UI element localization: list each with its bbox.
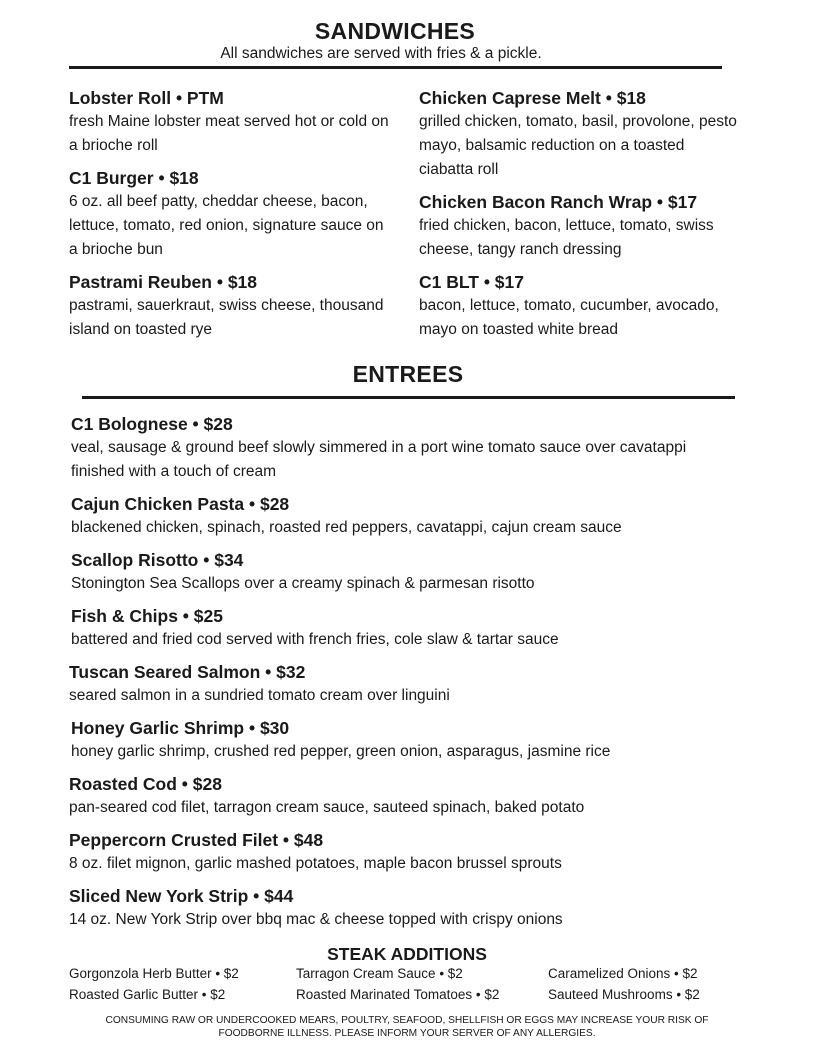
item-description: battered and fried cod served with french fries, cole slaw & tartar sauce xyxy=(71,631,559,648)
item-description: veal, sausage & ground beef slowly simmered in a port wine tomato sauce over cavatappi finished with a touch of cream xyxy=(71,439,687,480)
entrees-rule xyxy=(82,396,735,399)
steak-addition: Sauteed Mushrooms • $2 xyxy=(548,987,700,1002)
steak-additions-heading: STEAK ADDITIONS xyxy=(327,944,487,964)
item-title: Sliced New York Strip • $44 xyxy=(69,886,294,906)
menu-item xyxy=(419,86,739,182)
item-description: pan-seared cod filet, tarragon cream sauce, sauteed spinach, baked potato xyxy=(69,799,585,816)
item-title: Lobster Roll • PTM xyxy=(69,88,224,108)
steak-addition: Gorgonzola Herb Butter • $2 xyxy=(69,966,239,981)
item-description: 8 oz. filet mignon, garlic mashed potatoes, maple bacon brussel sprouts xyxy=(69,855,562,872)
item-description: pastrami, sauerkraut, swiss cheese, thousand island on toasted rye xyxy=(69,297,384,338)
steak-addition: Tarragon Cream Sauce • $2 xyxy=(296,966,463,981)
sandwiches-right-column xyxy=(419,86,739,350)
item-description: seared salmon in a sundried tomato cream over linguini xyxy=(69,687,450,704)
item-title: Tuscan Seared Salmon • $32 xyxy=(69,662,306,682)
item-title: Cajun Chicken Pasta • $28 xyxy=(71,494,290,514)
item-description: grilled chicken, tomato, basil, provolone, pesto mayo, balsamic reduction on a toasted ciabatta roll xyxy=(419,113,737,178)
menu-item xyxy=(69,884,771,932)
menu-item xyxy=(71,492,771,540)
sandwiches-note: All sandwiches are served with fries & a pickle. xyxy=(220,45,542,62)
item-description: honey garlic shrimp, crushed red pepper, green onion, asparagus, jasmine rice xyxy=(71,743,611,760)
item-title: Peppercorn Crusted Filet • $48 xyxy=(69,830,324,850)
item-description: Stonington Sea Scallops over a creamy spinach & parmesan risotto xyxy=(71,575,535,592)
item-description: 14 oz. New York Strip over bbq mac & cheese topped with crispy onions xyxy=(69,911,563,928)
entrees-list xyxy=(71,412,771,940)
entrees-heading: ENTREES xyxy=(352,361,464,387)
item-title: C1 Burger • $18 xyxy=(69,168,199,188)
allergy-notice-line1: CONSUMING RAW OR UNDERCOOKED MEARS, POULTRY, SEAFOOD, SHELLFISH OR EGGS MAY INCREASE YOUR RISK OF xyxy=(105,1015,709,1026)
menu-item xyxy=(69,166,389,262)
item-description: bacon, lettuce, tomato, cucumber, avocado, mayo on toasted white bread xyxy=(419,297,719,338)
sandwiches-rule xyxy=(69,66,722,69)
item-description: fried chicken, bacon, lettuce, tomato, swiss cheese, tangy ranch dressing xyxy=(419,217,714,258)
menu-item xyxy=(419,270,739,342)
steak-addition: Roasted Marinated Tomatoes • $2 xyxy=(296,987,500,1002)
menu-item xyxy=(69,772,771,820)
item-title: C1 Bolognese • $28 xyxy=(71,414,233,434)
menu-item xyxy=(419,190,739,262)
menu-item xyxy=(69,660,771,708)
item-title: Chicken Caprese Melt • $18 xyxy=(419,88,646,108)
menu-item xyxy=(71,716,771,764)
sandwiches-heading: SANDWICHES xyxy=(314,18,476,44)
menu-item xyxy=(71,412,771,484)
menu-item xyxy=(71,604,771,652)
steak-addition: Caramelized Onions • $2 xyxy=(548,966,698,981)
menu-item xyxy=(71,548,771,596)
menu-item xyxy=(69,828,771,876)
item-description: fresh Maine lobster meat served hot or cold on a brioche roll xyxy=(69,113,389,154)
menu-item xyxy=(69,270,389,342)
item-title: Roasted Cod • $28 xyxy=(69,774,222,794)
item-title: Honey Garlic Shrimp • $30 xyxy=(71,718,290,738)
menu-item xyxy=(69,86,389,158)
sandwiches-left-column xyxy=(69,86,389,350)
item-title: Chicken Bacon Ranch Wrap • $17 xyxy=(419,192,698,212)
item-description: blackened chicken, spinach, roasted red peppers, cavatappi, cajun cream sauce xyxy=(71,519,622,536)
item-title: Scallop Risotto • $34 xyxy=(71,550,244,570)
allergy-notice xyxy=(0,1014,814,1040)
item-description: 6 oz. all beef patty, cheddar cheese, bacon, lettuce, tomato, red onion, signature sauce on a brioche bun xyxy=(69,193,384,258)
item-title: C1 BLT • $17 xyxy=(419,272,524,292)
steak-addition: Roasted Garlic Butter • $2 xyxy=(69,987,226,1002)
item-title: Pastrami Reuben • $18 xyxy=(69,272,258,292)
item-title: Fish & Chips • $25 xyxy=(71,606,223,626)
allergy-notice-line2: FOODBORNE ILLNESS. PLEASE INFORM YOUR SERVER OF ANY ALLERGIES. xyxy=(218,1028,596,1039)
